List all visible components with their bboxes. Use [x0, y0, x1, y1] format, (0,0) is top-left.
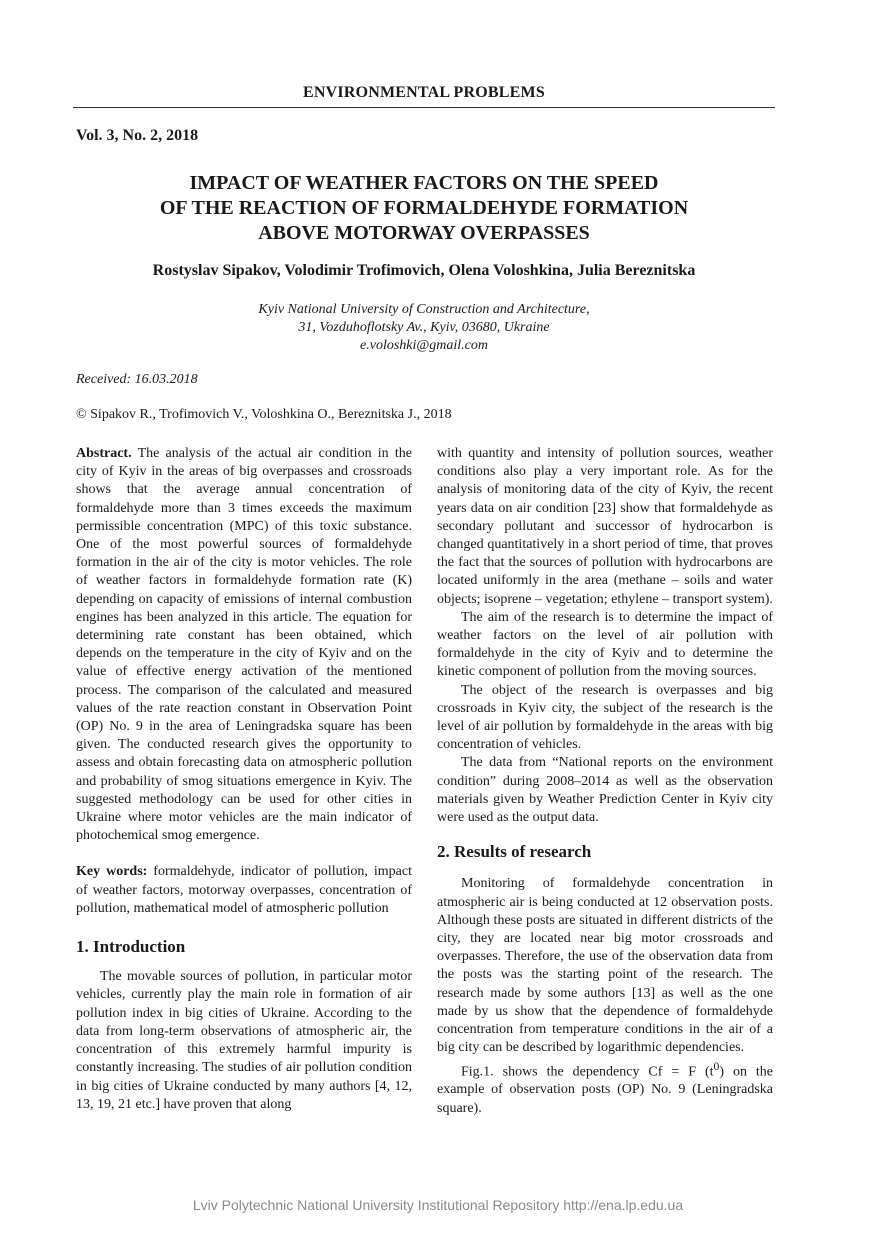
- title-line: OF THE REACTION OF FORMALDEHYDE FORMATION: [159, 197, 689, 219]
- abstract: [76, 445, 412, 845]
- title-line: ABOVE MOTORWAY OVERPASSES: [258, 222, 590, 244]
- repository-footer: Lviv Polytechnic National University Institutional Repository http://ena.lp.edu.ua: [192, 1197, 684, 1213]
- intro-paragraph-3: The object of the research is overpasses and big crossroads in Kyiv city, the subject of the research is the level of air pollution by formaldehyde in the areas with big concentration of vehicles.: [437, 682, 773, 753]
- affiliation-address: 31, Vozduhoflotsky Av., Kyiv, 03680, Ukraine: [298, 320, 550, 335]
- authors: Rostyslav Sipakov, Volodimir Trofimovich, Olena Voloshkina, Julia Bereznitska: [152, 262, 696, 279]
- volume-info: Vol. 3, No. 2, 2018: [76, 127, 199, 144]
- abstract-text: The analysis of the actual air condition in the city of Kyiv in the areas of big overpasses and crossroads shows that the average annual concentration of formaldehyde more than 3 times exceeds the maximum permissible concentration (MPC) of this toxic substance. One of the most powerful sources of formaldehyde formation in the air of the city is motor vehicles. The role of weather factors in formaldehyde formation rate (K) depending on capacity of emissions of internal combustion engines has been analyzed in this article. The equation for determining rate constant has been obtained, which depends on the temperature in the city of Kyiv and on the value of effective energy activation of the mentioned process. The comparison of the calculated and measured values of the rate reaction constant in Observation Point (OP) No. 9 in the area of Leningradska square has been given. The conducted research gives the opportunity to assess and obtain forecasting data on atmospheric pollution and probability of smog situations emergence in Kyiv. The suggested methodology can be used for other cities in Ukraine where motor vehicles are the main indicator of photochemical smog emergence.: [76, 446, 412, 844]
- section-heading-results: 2. Results of research: [437, 842, 592, 862]
- affiliation: [73, 301, 775, 355]
- article-title: [73, 171, 775, 246]
- results-p2-text-a: Fig.1. shows the dependency Cf = F (t: [461, 1064, 714, 1080]
- received-date: Received: 16.03.2018: [76, 372, 198, 387]
- left-column: [76, 445, 412, 1114]
- keywords: [76, 863, 412, 918]
- journal-name: ENVIRONMENTAL PROBLEMS: [303, 84, 545, 101]
- results-paragraph-2: [437, 1058, 773, 1118]
- intro-paragraph-2: The aim of the research is to determine the impact of weather factors on the level of air pollution with formaldehyde in the city of Kyiv and to determine the kinetic component of pollution from the moving sources.: [437, 609, 773, 680]
- affiliation-institution: Kyiv National University of Construction and Architecture,: [258, 302, 590, 317]
- right-column: [437, 445, 773, 1118]
- keywords-label: Key words:: [76, 864, 148, 880]
- affiliation-email: e.voloshki@gmail.com: [360, 338, 488, 353]
- intro-paragraph-4: The data from “National reports on the environment condition” during 2008–2014 as well as the observation materials given by Weather Prediction Center in Kyiv city were used as the output data.: [437, 755, 773, 826]
- section-heading-introduction: 1. Introduction: [76, 937, 186, 957]
- intro-paragraph-1-continued: with quantity and intensity of pollution sources, weather conditions also play a very important role. As for the analysis of monitoring data of the city of Kyiv, the recent years data on air condition [23] show that formaldehyde as secondary pollutant and successor of hydrocarbon is changed quantitatively in a short period of time, that proves the fact that the sources of pollution with hydrocarbons are located uniformly in the area (methane – soils and water objects; isoprene – vegetation; ethylene – transport system).: [437, 446, 773, 607]
- copyright-line: © Sipakov R., Trofimovich V., Voloshkina O., Bereznitska J., 2018: [76, 407, 452, 422]
- intro-paragraph-1: The movable sources of pollution, in particular motor vehicles, currently play the main role in formation of air pollution index in big cities of Ukraine. According to the data from long-term observations of atmospheric air, the concentration of this extremely harmful impurity is constantly increasing. The studies of air pollution condition in big cities of Ukraine conducted by many authors [4, 12, 13, 19, 21 etc.] have proven that along: [76, 969, 412, 1112]
- keywords-text: formaldehyde, indicator of pollution, impact of weather factors, motorway overpasses, concentration of pollution, mathematical model of atmospheric pollution: [76, 864, 413, 916]
- header-rule: [73, 107, 775, 108]
- superscript-zero: 0: [713, 1059, 720, 1073]
- abstract-label: Abstract.: [76, 446, 132, 461]
- results-p2-text-b: ) on the example of observation posts (OP) No. 9 (Leningradska square).: [437, 1064, 774, 1116]
- results-paragraph-1: Monitoring of formaldehyde concentration in atmospheric air is being conducted at 12 observation posts. Although these posts are situated in different districts of the city, they are located near big motor crossroads and overpasses. Therefore, the use of the observation data from the posts was the starting point of the research. The research made by some authors [13] as well as the one made by us show that the dependence of formaldehyde concentration from temperature conditions in the air of a big city can be described by logarithmic dependencies.: [437, 876, 773, 1056]
- title-line: IMPACT OF WEATHER FACTORS ON THE SPEED: [189, 172, 659, 194]
